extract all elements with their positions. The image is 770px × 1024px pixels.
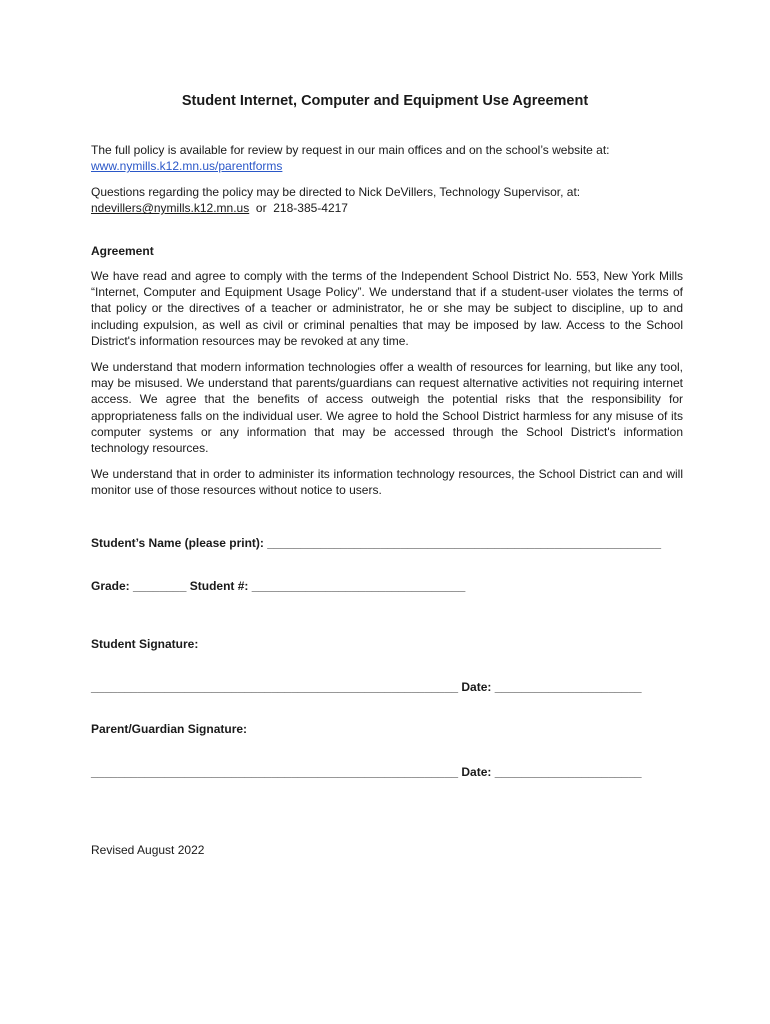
contact-info	[91, 184, 683, 216]
student-signature-label: Student Signature:	[91, 637, 199, 651]
or-text: or	[249, 201, 274, 216]
parent-signature-label: Parent/Guardian Signature:	[91, 722, 248, 736]
student-signature-line[interactable]: _______________________________________________________ Date: ______________________	[91, 680, 642, 694]
questions-text: Questions regarding the policy may be directed to Nick DeVillers, Technology Supervisor, at:	[91, 185, 581, 199]
grade-student-number-field[interactable]: Grade: ________ Student #: ________________________________	[91, 579, 466, 593]
phone-number: 218-385-4217	[273, 201, 348, 216]
policy-availability	[91, 142, 683, 174]
agreement-heading: Agreement	[91, 244, 154, 258]
agreement-paragraph-3: We understand that in order to administer its information technology resources, the School District can and will monitor use of those resources without notice to users.	[91, 467, 683, 498]
revision-note: Revised August 2022	[91, 843, 205, 857]
email-link[interactable]: ndevillers@nymills.k12.mn.us	[91, 201, 250, 216]
student-name-field[interactable]: Student’s Name (please print): ___________________________________________________________	[91, 536, 662, 550]
policy-availability-text: The full policy is available for review by request in our main offices and on the school’s website at:	[91, 143, 610, 157]
parent-signature-line[interactable]: _______________________________________________________ Date: ______________________	[91, 765, 642, 779]
parentforms-link[interactable]: www.nymills.k12.mn.us/parentforms	[91, 159, 283, 174]
page-title: Student Internet, Computer and Equipment Use Agreement	[181, 93, 589, 109]
agreement-paragraph-2: We understand that modern information technologies offer a wealth of resources for learning, but like any tool, may be misused. We understand that parents/guardians can request alternative activities not requiring internet access. We agree that the benefits of access outweigh the potential risks that the responsibility for appropriateness falls on the individual user. We agree to hold the School District harmless for any misuse of its computer systems or any information that may be accessed through the School District's information technology resources.	[91, 360, 683, 456]
agreement-paragraph-1: We have read and agree to comply with the terms of the Independent School District No. 553, New York Mills “Internet, Computer and Equipment Usage Policy”. We understand that if a student-user violates the terms of that policy or the directives of a teacher or administrator, he or she may be subject to discipline, up to and including expulsion, as well as civil or criminal penalties that may be imposed by law. Access to the School District's information resources may be revoked at any time.	[91, 269, 683, 348]
